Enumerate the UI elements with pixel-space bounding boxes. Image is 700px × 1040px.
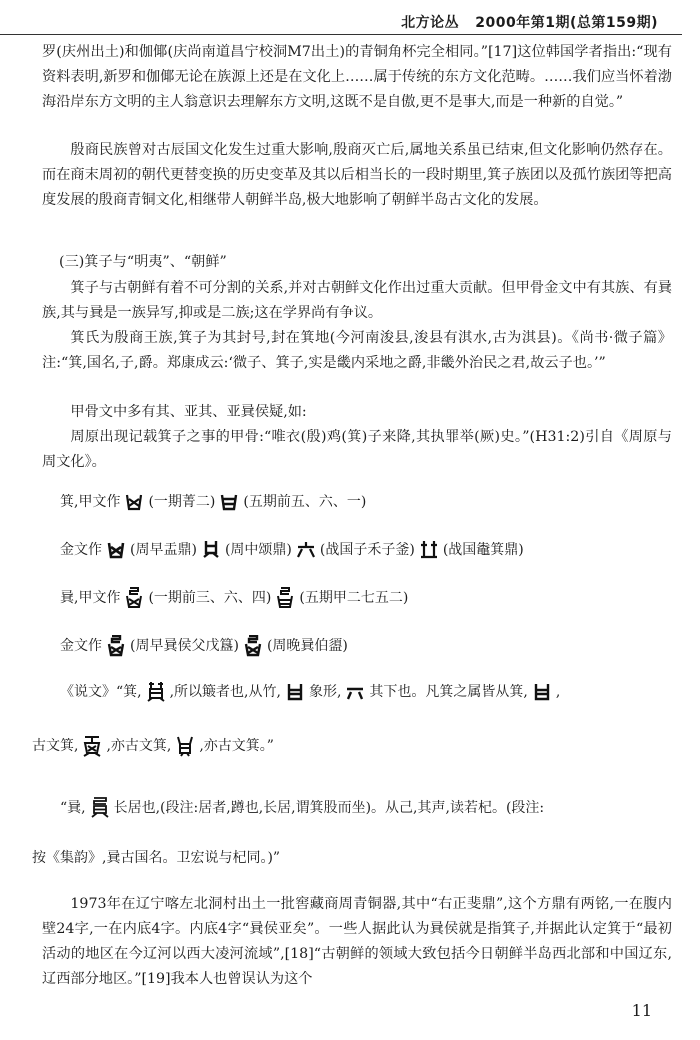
glyph-line-7-text-a: “㠱, [60, 800, 86, 816]
ji-warring-glyph-icon [296, 539, 316, 561]
ji-oracle-glyph-2-icon [219, 491, 239, 513]
glyph-line-1-ref-2: (五期前五、六、一) [243, 494, 367, 510]
glyph-line-6-text-c: ,亦古文箕。” [199, 738, 274, 754]
glyph-line-7 [60, 796, 544, 820]
ji-ancient-glyph-2-icon [175, 735, 195, 757]
paragraph-6: 甲骨文中多有其、亚其、亚㠱侯疑,如: [70, 404, 307, 420]
ji-seal-glyph-icon [146, 681, 166, 703]
glyph-line-5-text-c: 象形, [308, 684, 342, 700]
glyph-line-1-ref-1: (一期菁二) [148, 494, 216, 510]
qi-glyph-2-icon [532, 681, 552, 703]
glyph-line-1-label: 箕,甲文作 [60, 494, 121, 510]
ji2-seal-glyph-icon [90, 797, 110, 819]
glyph-line-3-ref-1: (一期前三、六、四) [148, 590, 272, 606]
glyph-line-2-ref-2: (周中颂鼎) [224, 542, 292, 558]
glyph-line-2-label: 金文作 [60, 542, 102, 558]
glyph-line-4 [60, 634, 348, 658]
paragraph-4: 箕子与古朝鲜有着不可分割的关系,并对古朝鲜文化作出过重大贡献。但甲骨金文中有其族、有㠱族,其与㠱是一族异写,抑或是二族;这在学界尚有争议。 [42, 280, 672, 321]
paragraph-2: 殷商民族曾对古辰国文化发生过重大影响,殷商灭亡后,属地关系虽已结束,但文化影响仍然存在。而在商末周初的朝代更替变换的历史变革及其以后相当长的一段时期里,箕子族团以及孤竹族团等把高度发展的殷商青铜文化,相继带人朝鲜半岛,极大地影响了朝鲜半岛古文化的发展。 [42, 142, 672, 208]
glyph-line-4-ref-1: (周早㠱侯父戊簋) [130, 638, 239, 654]
glyph-line-8-text: 按《集韵》,㠱古国名。卫宏说与杞同。)” [32, 850, 281, 866]
ji-bronze-glyph-2-icon [201, 539, 221, 561]
ji-warring-glyph-2-icon [419, 539, 439, 561]
glyph-line-6 [32, 734, 274, 758]
journal-name: 北方论丛 [401, 15, 460, 31]
glyph-line-4-ref-2: (周晚㠱伯盨) [266, 638, 348, 654]
running-header [401, 12, 658, 32]
glyph-line-4-label: 金文作 [60, 638, 102, 654]
qi-glyph-icon [285, 681, 305, 703]
paragraph-1: 罗(庆州出土)和伽倻(庆尚南道昌宁校洞M7出土)的青铜角杯完全相同。”[17]这位韩国学者指出:“现有资料表明,新罗和伽倻无论在族源上还是在文化上……属于传统的东方文化范畴。……我们应当怀着渤海沿岸东方文明的主人翁意识去理解东方文明,这既不是自傲,更不是事大,而是一种新的自觉。” [42, 44, 672, 110]
ji-ancient-glyph-icon [82, 735, 102, 757]
glyph-line-7-text-b: 长居也,(段注:居者,蹲也,长居,谓箕股而坐)。从己,其声,读若杞。(段注: [113, 800, 545, 816]
base-glyph-icon [345, 681, 365, 703]
glyph-line-2-ref-4: (战国鼄箕鼎) [442, 542, 524, 558]
glyph-line-5-text-d: 其下也。凡箕之属皆从箕, [369, 684, 528, 700]
ji2-oracle-glyph-icon [124, 587, 144, 609]
glyph-line-5-text-e: , [555, 684, 561, 700]
glyph-line-8 [32, 846, 280, 870]
paragraph-7: 周原出现记载箕子之事的甲骨:“唯衣(殷)鸡(箕)子来降,其执罪举(厥)史。”(H31:2)引自《周原与周文化》。 [42, 429, 672, 470]
glyph-line-5-text-b: ,所以簸者也,从竹, [169, 684, 281, 700]
glyph-line-2-ref-1: (周早盂鼎) [130, 542, 197, 558]
glyph-line-1 [60, 490, 366, 514]
glyph-line-2 [60, 538, 524, 562]
glyph-line-5 [60, 680, 560, 704]
paragraph-5: 箕氏为殷商王族,箕子为其封号,封在箕地(今河南浚县,浚县有淇水,古为淇县)。《尚书·微子篇》注:“箕,国名,子,爵。郑康成云:‘微子、箕子,实是畿内采地之爵,非畿外治民之君,故云子也。’” [42, 330, 672, 371]
ji2-bronze-glyph-2-icon [243, 635, 263, 657]
header-rule [0, 34, 682, 35]
glyph-line-2-ref-3: (战国子禾子釜) [319, 542, 415, 558]
glyph-line-3 [60, 586, 408, 610]
glyph-line-6-text-a: 古文箕, [32, 738, 79, 754]
section-heading: (三)箕子与“明夷”、“朝鲜” [59, 254, 227, 270]
final-paragraph: 1973年在辽宁喀左北洞村出土一批窖藏商周青铜器,其中“右正斐鼎”,这个方鼎有两铭,一在腹内壁24字,一在内底4字。内底4字“㠱侯亚矣”。一些人据此认为㠱侯就是指箕子,并据此认定箕于“最初活动的地区在今辽河以西大凌河流域”,[18]“古朝鲜的领域大致包括今日朝鲜半岛西北部和中国辽东,辽西部分地区。”[19]我本人也曾误认为这个 [42, 896, 672, 987]
ji-bronze-glyph-icon [106, 539, 126, 561]
page-number: 11 [631, 1001, 652, 1020]
glyph-line-3-label: 㠱,甲文作 [60, 590, 121, 606]
issue-info: 2000年第1期(总第159期) [475, 15, 658, 31]
glyph-line-6-text-b: ,亦古文箕, [106, 738, 172, 754]
glyph-line-5-text-a: 《说文》“箕, [60, 684, 142, 700]
ji2-bronze-glyph-icon [106, 635, 126, 657]
glyph-line-3-ref-2: (五期甲二七五二) [299, 590, 409, 606]
ji-oracle-glyph-icon [124, 491, 144, 513]
ji2-oracle-glyph-2-icon [275, 587, 295, 609]
